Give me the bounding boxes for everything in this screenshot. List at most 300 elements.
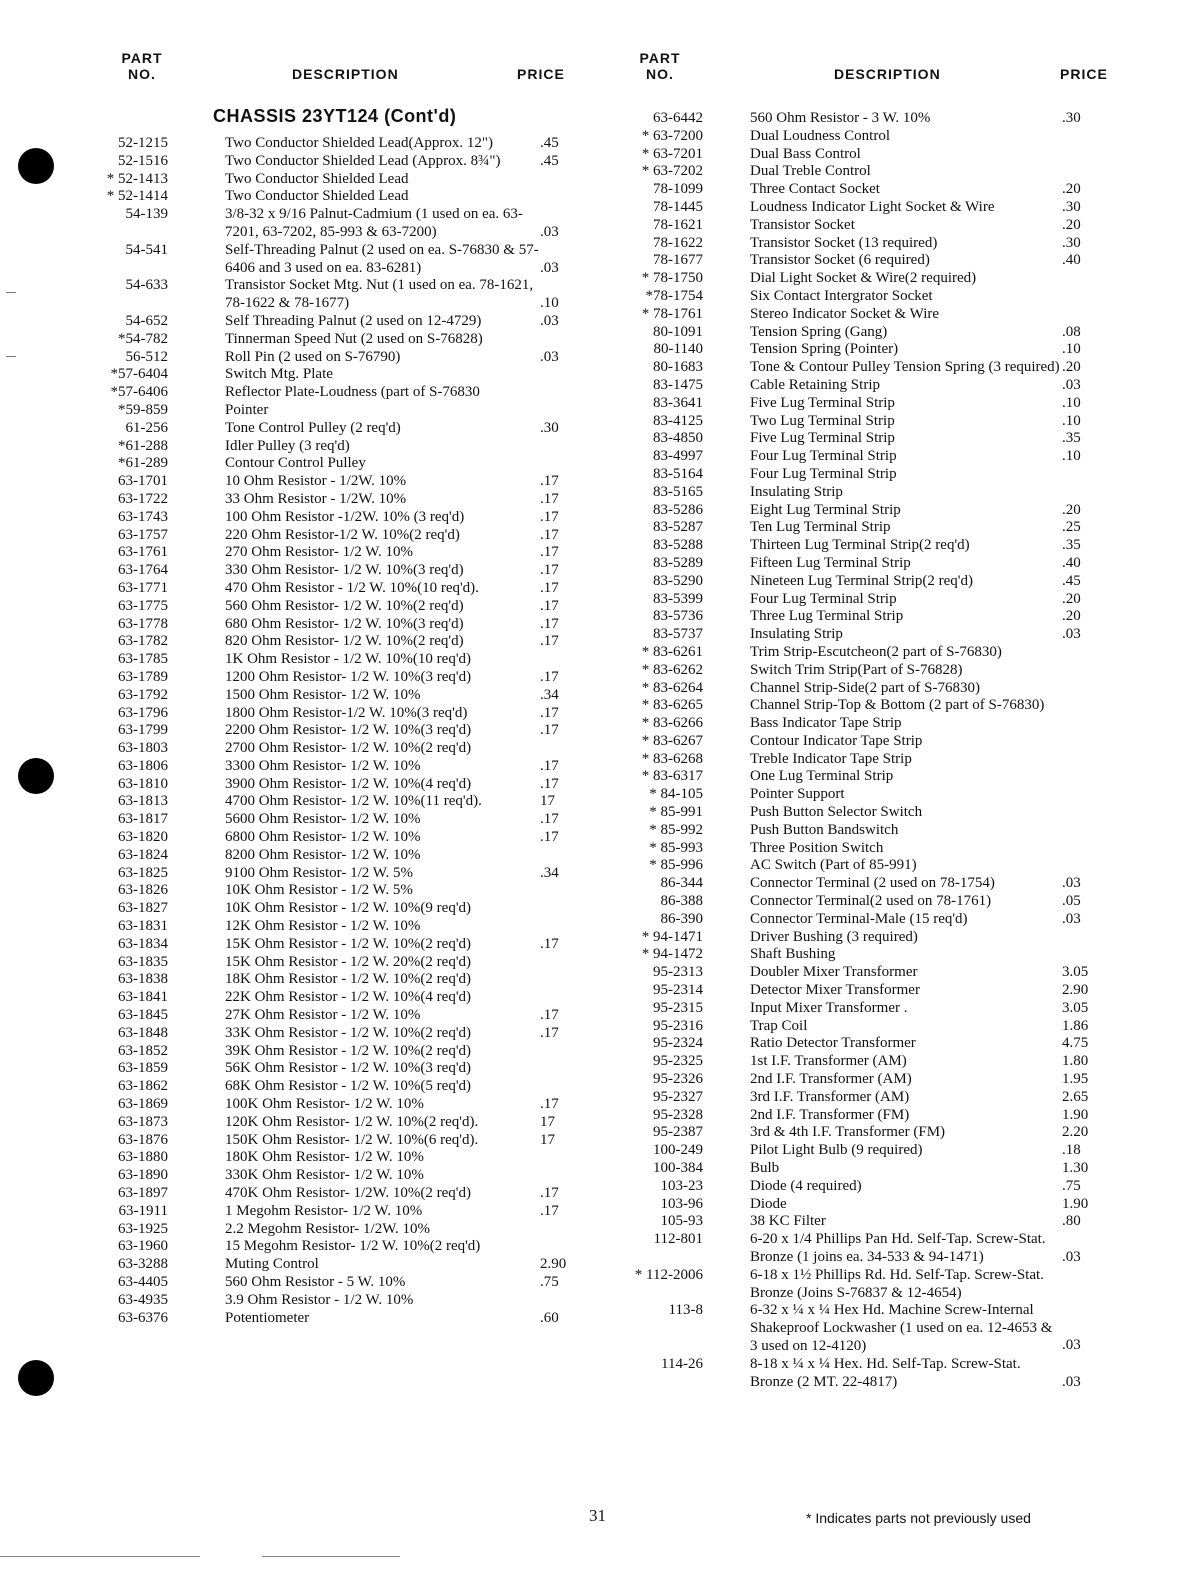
- part-row: [40, 935, 559, 954]
- part-row: [600, 1267, 1062, 1303]
- part-description: Dual Treble Control: [750, 163, 871, 180]
- part-row: [600, 270, 1062, 288]
- part-description: Three Lug Terminal Strip: [750, 608, 904, 625]
- part-description: 560 Ohm Resistor- 1/2 W. 10%(2 req'd): [225, 597, 464, 614]
- part-price: .40: [1062, 252, 1081, 269]
- part-price: .17: [540, 473, 559, 490]
- part-row: [600, 537, 1081, 555]
- part-number: 103-23: [660, 1177, 703, 1194]
- part-description: Three Position Switch: [750, 839, 884, 856]
- part-description: Three Contact Socket: [750, 181, 880, 198]
- part-description: 15 Megohm Resistor- 1/2 W. 10%(2 req'd): [225, 1238, 481, 1255]
- part-row: [600, 359, 1081, 377]
- part-row: [40, 490, 559, 509]
- part-row: [600, 1035, 1089, 1053]
- part-row: [40, 882, 545, 900]
- part-description: Pointer: [225, 401, 269, 418]
- part-number: * 83-6261: [641, 643, 703, 660]
- part-number: 63-1911: [118, 1202, 168, 1219]
- part-description: 470K Ohm Resistor- 1/2W. 10%(2 req'd): [225, 1185, 471, 1202]
- part-number: 83-1475: [653, 376, 703, 393]
- part-description: 12K Ohm Resistor - 1/2 W. 10%: [225, 918, 421, 935]
- part-number: 95-2326: [653, 1071, 703, 1088]
- part-number: *78-1754: [645, 287, 703, 304]
- part-number: 86-388: [660, 893, 703, 910]
- part-row: [40, 651, 545, 669]
- part-row: [600, 768, 1062, 786]
- part-description: 33 Ohm Resistor - 1/2W. 10%: [225, 490, 407, 507]
- part-number: 80-1140: [653, 341, 703, 358]
- part-description: 22K Ohm Resistor - 1/2 W. 10%(4 req'd): [225, 989, 472, 1006]
- part-row: [600, 590, 1081, 609]
- part-description: Driver Bushing (3 required): [750, 928, 918, 945]
- part-number: 83-5290: [653, 572, 703, 589]
- part-number: 113-8: [668, 1302, 703, 1319]
- part-row: [40, 615, 559, 634]
- part-number: 95-2324: [653, 1035, 703, 1052]
- part-price: .17: [540, 811, 559, 828]
- part-row: [40, 775, 559, 794]
- binder-hole: [18, 148, 54, 184]
- part-number: * 85-993: [649, 839, 703, 856]
- part-row: [40, 954, 545, 972]
- part-number: 63-1775: [118, 597, 168, 614]
- part-description: 6800 Ohm Resistor- 1/2 W. 10%: [225, 829, 421, 846]
- part-row: [600, 1142, 1081, 1160]
- part-number: 83-5737: [653, 626, 703, 643]
- part-row: [600, 466, 1062, 484]
- part-price: .30: [1062, 110, 1081, 126]
- part-number: 63-6376: [118, 1309, 168, 1326]
- part-description: Contour Control Pulley: [225, 455, 366, 472]
- part-row: [600, 751, 1062, 769]
- part-price: .03: [540, 348, 559, 365]
- part-number: * 94-1472: [641, 946, 703, 963]
- part-price: .17: [540, 615, 559, 632]
- right-price-header: PRICE: [1060, 66, 1108, 82]
- part-row: [600, 519, 1081, 537]
- part-number: 95-2328: [653, 1106, 703, 1123]
- part-price: .17: [540, 1096, 559, 1113]
- part-description: Dual Bass Control: [750, 145, 861, 162]
- part-description: 6-20 x 1/4 Phillips Pan Hd. Self-Tap. Screw-Stat. Bronze (1 joins ea. 34-533 & 94-1471): [750, 1231, 1046, 1265]
- part-number: * 84-105: [649, 786, 703, 803]
- part-price: .34: [540, 686, 559, 703]
- part-number: 52-1215: [118, 135, 168, 151]
- part-number: 63-1782: [118, 633, 168, 650]
- part-row: [40, 277, 559, 313]
- part-description: Two Conductor Shielded Lead (Approx. 8¾"): [225, 152, 501, 169]
- part-description: Tone Control Pulley (2 req'd): [225, 419, 401, 436]
- part-description: Four Lug Terminal Strip: [750, 448, 897, 465]
- part-price: .20: [1062, 359, 1081, 376]
- part-number: 78-1621: [653, 216, 703, 233]
- part-row: [600, 412, 1081, 431]
- part-row: [600, 875, 1081, 893]
- part-price: .17: [540, 526, 559, 543]
- part-number: 114-26: [661, 1355, 703, 1372]
- part-row: [40, 900, 545, 918]
- part-number: 63-1792: [118, 686, 168, 703]
- part-description: Detector Mixer Transformer: [750, 982, 920, 999]
- part-description: 330 Ohm Resistor- 1/2 W. 10%(3 req'd): [225, 562, 464, 579]
- part-number: * 63-7202: [641, 163, 703, 180]
- part-description: 5600 Ohm Resistor- 1/2 W. 10%: [225, 811, 421, 828]
- part-row: [40, 1096, 559, 1114]
- part-description: Bass Indicator Tape Strip: [750, 715, 902, 732]
- part-description: 15K Ohm Resistor - 1/2 W. 20%(2 req'd): [225, 953, 472, 970]
- part-row: [600, 999, 1089, 1018]
- part-row: [40, 312, 559, 331]
- part-description: Diode (4 required): [750, 1177, 862, 1194]
- left-part-no-header: [112, 50, 172, 82]
- margin-mark: [6, 292, 16, 293]
- part-number: * 85-991: [649, 804, 703, 821]
- part-row: [40, 722, 559, 740]
- part-description: 270 Ohm Resistor- 1/2 W. 10%: [225, 544, 414, 561]
- part-number: 54-541: [125, 241, 168, 258]
- part-price: .03: [1062, 875, 1081, 892]
- part-number: 83-5399: [653, 590, 703, 607]
- part-description: Trim Strip-Escutcheon(2 part of S-76830): [750, 643, 1002, 660]
- part-number: 54-652: [125, 312, 168, 329]
- right-parts-column: [600, 110, 1160, 1391]
- part-row: [40, 1024, 559, 1043]
- part-row: [600, 1124, 1089, 1142]
- part-description: 33K Ohm Resistor - 1/2 W. 10%(2 req'd): [225, 1024, 472, 1041]
- part-description: 1200 Ohm Resistor- 1/2 W. 10%(3 req'd): [225, 668, 472, 685]
- part-price: .60: [540, 1309, 559, 1326]
- part-price: .17: [540, 1202, 559, 1219]
- part-number: * 83-6262: [641, 661, 703, 678]
- part-row: [600, 1231, 1081, 1267]
- part-number: * 94-1471: [641, 928, 703, 945]
- part-price: .10: [1062, 412, 1081, 429]
- part-description: Bulb: [750, 1160, 780, 1177]
- part-price: 17: [540, 1131, 555, 1148]
- part-number: 63-1817: [118, 811, 168, 828]
- left-parts-column: [40, 135, 580, 1327]
- part-row: [40, 579, 559, 598]
- part-number: 83-5736: [653, 608, 703, 625]
- part-price: .17: [540, 757, 559, 774]
- part-number: 63-1813: [118, 793, 168, 810]
- part-price: .45: [1062, 572, 1081, 589]
- part-row: [40, 829, 559, 847]
- part-description: 150K Ohm Resistor- 1/2 W. 10%(6 req'd).: [225, 1131, 479, 1148]
- part-description: 470 Ohm Resistor - 1/2 W. 10%(10 req'd).: [225, 579, 479, 596]
- part-row: [40, 1060, 545, 1078]
- left-description-header: DESCRIPTION: [292, 66, 399, 82]
- part-price: .75: [540, 1274, 559, 1290]
- part-row: [600, 448, 1081, 466]
- part-row: [600, 822, 1062, 840]
- part-number: 63-1827: [118, 900, 168, 917]
- part-description: 3.9 Ohm Resistor - 1/2 W. 10%: [225, 1291, 414, 1308]
- part-description: 560 Ohm Resistor - 5 W. 10%: [225, 1274, 406, 1290]
- part-price: 3.05: [1062, 964, 1089, 981]
- part-row: [600, 181, 1081, 199]
- part-row: [600, 306, 1062, 324]
- part-description: Tension Spring (Gang): [750, 323, 888, 340]
- part-row: [600, 1195, 1089, 1214]
- part-description: Insulating Strip: [750, 483, 843, 500]
- part-row: [40, 668, 559, 687]
- part-description: 560 Ohm Resistor - 3 W. 10%: [750, 110, 931, 126]
- part-row: [40, 1043, 545, 1061]
- part-description: Connector Terminal (2 used on 78-1754): [750, 875, 995, 892]
- part-description: 38 KC Filter: [750, 1213, 826, 1230]
- part-row: [600, 697, 1062, 715]
- part-row: [600, 893, 1081, 911]
- part-row: [40, 135, 559, 153]
- part-row: [40, 1149, 545, 1167]
- part-number: 95-2316: [653, 1017, 703, 1034]
- part-row: [600, 288, 1062, 306]
- part-description: 27K Ohm Resistor - 1/2 W. 10%: [225, 1007, 421, 1024]
- part-number: 63-1722: [118, 490, 168, 507]
- part-description: 1 Megohm Resistor- 1/2 W. 10%: [225, 1202, 423, 1219]
- part-row: [40, 1221, 545, 1239]
- part-number: 63-1845: [118, 1007, 168, 1024]
- part-description: Push Button Selector Switch: [750, 804, 923, 821]
- part-price: .03: [1062, 1337, 1081, 1354]
- part-price: .35: [1062, 537, 1081, 554]
- part-description: Input Mixer Transformer .: [750, 999, 908, 1016]
- part-price: .03: [1062, 910, 1081, 927]
- part-number: 63-1825: [118, 864, 168, 881]
- part-price: .03: [1062, 1249, 1081, 1266]
- part-row: [40, 686, 559, 705]
- part-row: [600, 216, 1081, 235]
- part-number: * 63-7201: [641, 145, 703, 162]
- part-number: 63-1785: [118, 651, 168, 668]
- part-row: [40, 473, 559, 491]
- part-row: [600, 1302, 1081, 1355]
- part-number: 63-1806: [118, 757, 168, 774]
- right-part-no-header: [630, 50, 690, 82]
- part-description: Channel Strip-Side(2 part of S-76830): [750, 679, 980, 696]
- part-description: Pilot Light Bulb (9 required): [750, 1142, 923, 1159]
- part-number: *54-782: [118, 330, 168, 347]
- part-price: .17: [540, 829, 559, 846]
- part-number: *61-288: [118, 437, 168, 454]
- part-price: .30: [1062, 234, 1081, 251]
- part-description: 6-18 x 1½ Phillips Rd. Hd. Self-Tap. Screw-Stat. Bronze (Joins S-76837 & 12-4654): [750, 1266, 1044, 1301]
- part-number: 63-1859: [118, 1060, 168, 1077]
- header-no-label: NO.: [128, 66, 156, 82]
- part-description: Potentiometer: [225, 1309, 310, 1326]
- part-price: .03: [1062, 626, 1081, 643]
- part-number: 83-5165: [653, 483, 703, 500]
- part-description: 1K Ohm Resistor - 1/2 W. 10%(10 req'd): [225, 651, 472, 668]
- part-number: 63-1743: [118, 508, 168, 525]
- part-row: [600, 982, 1089, 1000]
- part-description: Four Lug Terminal Strip: [750, 465, 897, 482]
- part-number: 63-1789: [118, 668, 168, 685]
- part-description: One Lug Terminal Strip: [750, 768, 894, 785]
- part-price: .17: [540, 579, 559, 596]
- part-description: Transistor Socket: [750, 216, 855, 233]
- part-row: [40, 740, 545, 758]
- margin-mark: [6, 356, 16, 357]
- part-row: [40, 438, 545, 456]
- part-price: 1.90: [1062, 1195, 1089, 1212]
- part-row: [600, 929, 1062, 947]
- part-number: * 83-6266: [641, 715, 703, 732]
- part-number: * 83-6317: [641, 768, 703, 785]
- part-row: [600, 1177, 1081, 1196]
- part-row: [600, 198, 1081, 217]
- part-number: 95-2315: [653, 999, 703, 1016]
- part-number: 63-1848: [118, 1024, 168, 1041]
- part-number: 52-1516: [118, 152, 168, 169]
- section-title: CHASSIS 23YT124 (Cont'd): [213, 106, 457, 126]
- part-price: .17: [540, 597, 559, 614]
- part-description: Ten Lug Terminal Strip: [750, 519, 891, 536]
- part-row: [40, 1274, 559, 1292]
- part-price: 2.90: [1062, 982, 1089, 999]
- part-description: 2nd I.F. Transformer (AM): [750, 1071, 912, 1088]
- part-description: 100 Ohm Resistor -1/2W. 10% (3 req'd): [225, 508, 465, 525]
- part-price: .03: [540, 312, 559, 329]
- part-number: 63-1831: [118, 918, 168, 935]
- part-description: Switch Trim Strip(Part of S-76828): [750, 661, 963, 678]
- part-number: 63-1771: [118, 579, 168, 596]
- part-number: *57-6404: [110, 366, 168, 383]
- part-number: 63-1841: [118, 989, 168, 1006]
- part-row: [600, 1160, 1089, 1178]
- part-row: [40, 241, 559, 278]
- part-description: Contour Indicator Tape Strip: [750, 732, 923, 749]
- part-description: 8200 Ohm Resistor- 1/2 W. 10%: [225, 846, 421, 863]
- part-price: .20: [1062, 608, 1081, 625]
- part-number: 78-1622: [653, 234, 703, 251]
- part-number: * 83-6264: [641, 679, 703, 696]
- binder-hole: [18, 1360, 54, 1396]
- part-price: .20: [1062, 216, 1081, 233]
- part-price: .05: [1062, 893, 1081, 910]
- part-price: .10: [1062, 448, 1081, 465]
- part-price: .20: [1062, 501, 1081, 518]
- part-row: [600, 146, 1062, 164]
- part-row: [40, 348, 559, 367]
- part-price: 1.30: [1062, 1160, 1089, 1177]
- part-number: 63-1764: [118, 562, 168, 579]
- part-number: 95-2325: [653, 1053, 703, 1070]
- part-description: Self-Threading Palnut (2 used on ea. S-76830 & 57-6406 and 3 used on ea. 83-6281): [225, 241, 539, 276]
- part-row: [600, 1106, 1089, 1125]
- part-number: * 52-1414: [106, 188, 168, 205]
- right-description-header: DESCRIPTION: [834, 66, 941, 82]
- part-description: 3rd I.F. Transformer (AM): [750, 1088, 910, 1105]
- part-number: 63-6442: [653, 110, 703, 126]
- part-description: 220 Ohm Resistor-1/2 W. 10%(2 req'd): [225, 526, 460, 543]
- part-description: Transistor Socket Mtg. Nut (1 used on ea. 78-1621, 78-1622 & 78-1677): [225, 277, 534, 312]
- part-description: Insulating Strip: [750, 626, 843, 643]
- part-number: 63-1862: [118, 1078, 168, 1095]
- part-description: Two Conductor Shielded Lead(Approx. 12"): [225, 135, 493, 151]
- part-number: 63-1960: [118, 1238, 168, 1255]
- part-price: .17: [540, 935, 559, 952]
- part-description: 100K Ohm Resistor- 1/2 W. 10%: [225, 1096, 424, 1113]
- part-row: [40, 1185, 559, 1203]
- part-price: .17: [540, 722, 559, 739]
- part-price: .17: [540, 1185, 559, 1202]
- part-price: .30: [1062, 198, 1081, 215]
- part-number: 83-3641: [653, 394, 703, 411]
- part-number: 63-1852: [118, 1042, 168, 1059]
- part-description: 820 Ohm Resistor- 1/2 W. 10%(2 req'd): [225, 633, 464, 650]
- part-number: 86-390: [660, 910, 703, 927]
- part-number: 80-1683: [653, 359, 703, 376]
- part-number: * 52-1413: [106, 170, 168, 187]
- part-number: 83-5286: [653, 501, 703, 518]
- part-description: Self Threading Palnut (2 used on 12-4729): [225, 312, 482, 329]
- part-description: 18K Ohm Resistor - 1/2 W. 10%(2 req'd): [225, 971, 472, 988]
- part-number: 63-1803: [118, 740, 168, 757]
- part-price: .35: [1062, 430, 1081, 447]
- part-number: 63-1757: [118, 526, 168, 543]
- part-row: [40, 1078, 545, 1096]
- part-description: 10K Ohm Resistor - 1/2 W. 5%: [225, 882, 413, 899]
- part-row: [40, 793, 555, 811]
- part-number: 54-139: [125, 206, 168, 223]
- part-number: 63-4935: [118, 1291, 168, 1308]
- part-description: 2200 Ohm Resistor- 1/2 W. 10%(3 req'd): [225, 722, 472, 739]
- part-description: Pointer Support: [750, 786, 845, 803]
- part-description: Tone & Contour Pulley Tension Spring (3 required): [750, 359, 1060, 376]
- part-row: [600, 644, 1062, 662]
- part-row: [600, 484, 1062, 502]
- part-number: 100-249: [653, 1142, 703, 1159]
- part-number: *59-859: [118, 401, 168, 418]
- part-number: 83-4850: [653, 430, 703, 447]
- part-price: .17: [540, 704, 559, 721]
- part-row: [40, 384, 545, 402]
- part-description: Fifteen Lug Terminal Strip: [750, 554, 911, 571]
- part-row: [600, 163, 1062, 181]
- part-description: 10K Ohm Resistor - 1/2 W. 10%(9 req'd): [225, 900, 472, 917]
- part-row: [40, 597, 559, 616]
- part-description: 2700 Ohm Resistor- 1/2 W. 10%(2 req'd): [225, 740, 472, 757]
- part-row: [40, 508, 559, 527]
- part-description: 180K Ohm Resistor- 1/2 W. 10%: [225, 1149, 424, 1166]
- part-row: [600, 110, 1081, 128]
- part-row: [600, 572, 1081, 591]
- part-number: 95-2327: [653, 1088, 703, 1105]
- part-number: 63-1876: [118, 1131, 168, 1148]
- part-number: * 83-6267: [641, 732, 703, 749]
- part-description: 56K Ohm Resistor - 1/2 W. 10%(3 req'd): [225, 1060, 472, 1077]
- part-price: .20: [1062, 590, 1081, 607]
- part-description: Two Conductor Shielded Lead: [225, 188, 409, 205]
- part-number: 63-1890: [118, 1167, 168, 1184]
- part-price: .40: [1062, 554, 1081, 571]
- part-price: 17: [540, 793, 555, 810]
- part-description: 2.2 Megohm Resistor- 1/2W. 10%: [225, 1220, 430, 1237]
- part-description: 1800 Ohm Resistor-1/2 W. 10%(3 req'd): [225, 704, 468, 721]
- part-row: [600, 323, 1081, 342]
- part-number: * 78-1750: [641, 270, 703, 287]
- part-row: [40, 1238, 545, 1256]
- part-number: 63-1838: [118, 971, 168, 988]
- part-number: 63-4405: [118, 1274, 168, 1290]
- part-row: [600, 946, 1062, 964]
- footnote: * Indicates parts not previously used: [806, 1510, 1031, 1526]
- part-row: [40, 171, 545, 189]
- bottom-rule: [0, 1556, 200, 1557]
